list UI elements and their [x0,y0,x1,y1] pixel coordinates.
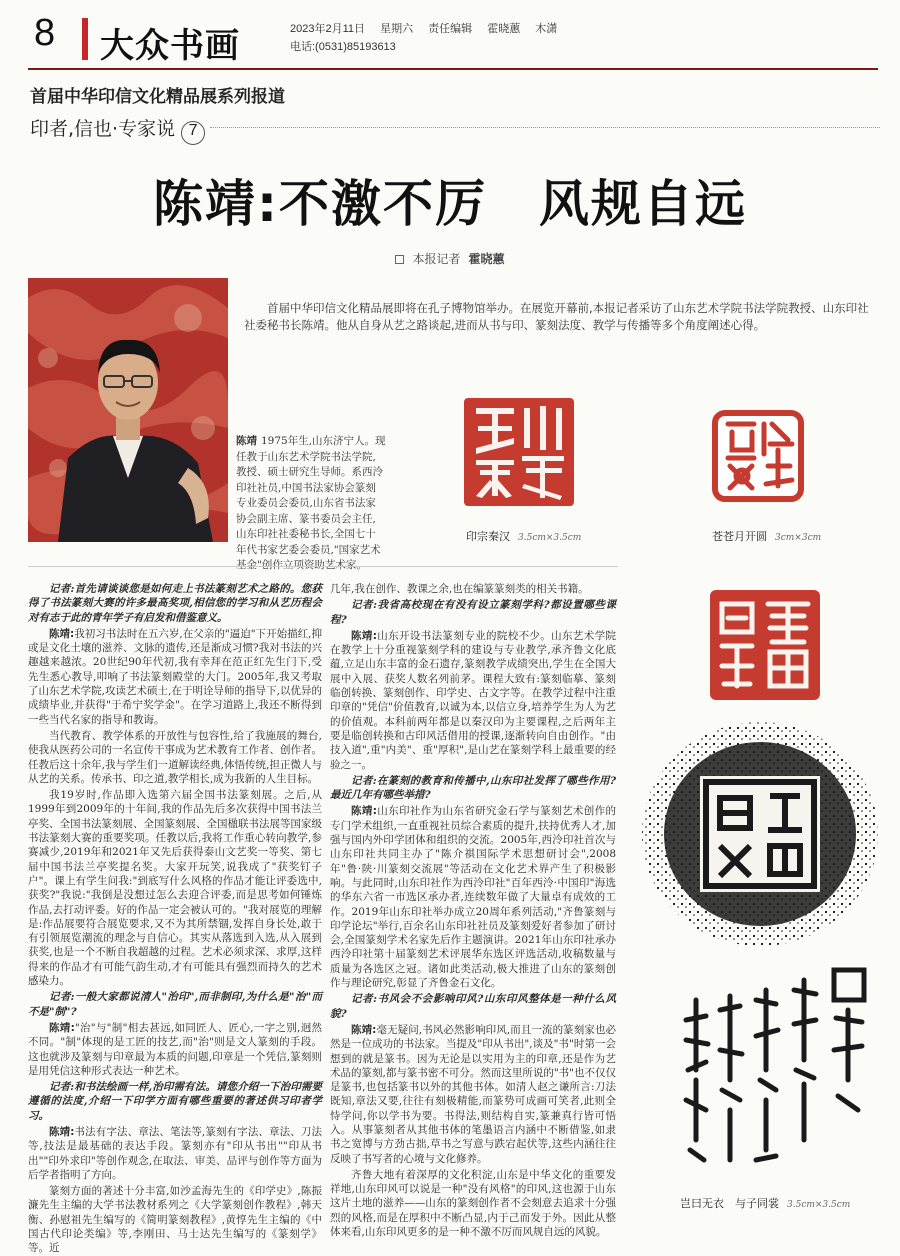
seal-red-square [708,588,822,702]
paragraph-text: 山东开设书法篆刻专业的院校不少。山东艺术学院在教学上十分重视篆刻学科的建设与专业教学,承齐鲁文化底蕴,立足山东丰富的金石遗存,篆刻教学成绩突出,学生在全国大展中入展、获奖人数名列前茅。课程大致有:篆刻临摹、篆刻临创转换、篆刻创作、印学史、古文字等。在教学过程中注重印章的"凭信"价值教育,以诚为本,以信立身,培养学生为人为艺的价值观。本科前两年都是以秦汉印为主要课程,之后两年主要是临创转换和古印风活借用的授课,逐渐转向自由创作。"由技入道",重"内美"、重"厚积",是山艺在篆刻学科上最重要的经验之一。 [330,629,617,771]
article-headline: 陈靖:不激不厉 风规自远 [153,175,747,233]
speaker-label: 陈靖: [49,1021,75,1034]
column-label: 印者,信也·专家说 [30,118,176,140]
body-paragraph [28,627,322,727]
issue-date: 2023年2月11日 [290,23,366,35]
seal-caption-2 [712,528,821,544]
paragraph-text: 我初习书法时在五六岁,在父亲的"逼迫"下开始描红,抑或是文化土壤的滋养、文脉的遗传,还是渐成习惯?我对书法的兴趣越来越浓。20世纪90年代初,我有幸拜在范正红先生门下,受先生悉心教导,叩响了书法篆刻殿堂的大门。2005年,我又考取了山东艺术学院,攻读艺术硕士,在于明诠导师的指导下,以优异的成绩毕业,并获得"于希宁奖学金"。在学习道路上,我还不断得到一些当代名家的指导和教诲。 [28,627,322,726]
seal-yinzong-qinhan [462,396,576,508]
body-column-2 [330,582,617,1239]
interview-question [28,990,322,1019]
body-rule [28,566,618,567]
paragraph-text: 毫无疑问,书风必然影响印风,而且一流的篆刻家也必然是一位成功的书法家。当提及"印从书出",谈及"书"时第一会想到的就是篆书。因为无论是以实用为主的印章,还是作为艺术品的篆刻,都与篆书密不可分。然而这里所说的"书"也不仅仅是篆书,也包括篆书以外的其他书体。如清人赵之谦所言:刀法既知,章法又要,往往有刻极精能,而篆势可成画可笑者,此则全恃学问,你以学书为要。书得法,则结构自实,篆兼真行皆可悟入。从事篆刻者从其他书体的笔墨语言内涵中不断借鉴,如隶书之宽博与方劲古拙,草书之写意与跌宕起伏等,这些内涵往往反映了书写者的心境与文化修养。 [330,1023,616,1165]
paragraph-text: 山东印社作为山东省研究金石学与篆刻艺术创作的专门学术组织,一直重视社员综合素质的提升,扶持优秀人才,加强与国内外印学团体和组织的交流。2005年,西泠印社首次与山东印社共同主办了"陈介祺国际学术思想研讨会",2008年"鲁·陕·川篆刻交流展"等活动在文化艺术界产生了积极影响。与此同时,山东印社作为西泠印社"百年西泠·中国印"海选的华东六省一市选区承办者,连续数年做了大量卓有成效的工作。2019年山东印社举办成立20周年系列活动,"齐鲁篆刻与印学论坛"举行,百余名山东印社社员及篆刻爱好者参加了研讨会,全国篆刻学术名家先后作主题演讲。2021年山东印社承办西泠印社第十届篆刻艺术评展华东选区评选活动,收稿数量与质量为各选区之冠。诸如此类活动,极大推进了山东的篆刻创作与理论研究,彰显了齐鲁金石文化。 [330,805,617,990]
paragraph-text: "治"与"制"相去甚远,如同匠人、匠心,一字之别,迥然不同。"制"体现的是工匠的技艺,而"治"则是文人篆刻的手段。这也就涉及篆刻与印章最为本质的问题,印章是一个凭信,篆刻则是用凭信这种形式表达一种艺术。 [28,1021,322,1077]
interview-question [330,992,616,1021]
paragraph-text: 篆刻方面的著述十分丰富,如沙孟海先生的《印学史》,陈振濂先生主编的大学书法教材系列之《大学篆刻创作教程》,韩天衡、孙慰祖先生编写的《简明篆刻教程》,黄惇先生主编的《中国古代印论类编》等,李刚田、马士达先生编写的《篆刻学》等。近 [28,1185,322,1255]
byline-name: 霍晓蕙 [468,252,505,266]
seal-caption-2-title: 苍苍月开圆 [712,530,767,543]
paragraph-text: 几年,我在创作、教课之余,也在编篆篆刻类的相关书籍。 [330,583,589,595]
paragraph-text: 记者:和书法绘画一样,治印需有法。请您介绍一下治印需要遵循的法度,介绍一下印学方面有哪些重要的著述供习印者学习。 [28,1081,322,1122]
body-paragraph [28,788,322,988]
speaker-label: 陈靖: [49,627,75,640]
paragraph-text: 我19岁时,作品即入选第六届全国书法篆刻展。之后,从1999年到2009年的十年间,我的作品先后多次获得中国书法兰亭奖、全国书法篆刻展、全国篆刻展、全国楹联书法展等国家级书法篆刻大赛的重要奖项。任教以后,我将工作重心转向教学,参赛减少,2019年和2021年又先后获得泰山文艺奖一等奖、第七届中国书法兰亭奖提名奖。大家开玩笑,说我成了"获奖钉子户"。课上有学生问我:"到底写什么风格的作品才能让评委选中,获奖?"我说:"我倒是没想过怎么去迎合评委,而是思考如何锤炼作品,去打动评委。好的作品一定会被认可的。"我对展览的理解是:作品展要符合展览要求,又不为其所禁锢,发挥自身长处,敢于有引领展览潮流的理念与自信心。其实从落选到入选,从入展到获奖,也是一个不断自我超越的过程。艺术必须求深、求厚,这样得来的作品才有可能气韵生动,才有可能具有强烈而持久的艺术感染力。 [28,789,322,988]
masthead-meta [290,20,569,56]
body-paragraph [330,1168,616,1239]
body-paragraph [28,1021,322,1078]
body-paragraph [330,629,616,772]
speaker-label: 陈靖: [351,805,377,818]
portrait-photo [28,278,228,542]
byline-label: 本报记者 [412,252,461,266]
body-paragraph [330,582,616,596]
body-paragraph [28,1184,322,1255]
author-bio [236,434,386,574]
masthead-rule [28,68,878,70]
article-intro: 首届中华印信文化精品展即将在孔子博物馆举办。在展览开幕前,本报记者采访了山东艺术学院书法学院教授、山东印社社委秘书长陈靖。他从自身从艺之路谈起,进而从书与印、篆刻法度、教学与传播等多个角度阐述心得。 [244,301,869,332]
speaker-label: 陈靖: [351,1023,377,1036]
editor-name: 霍晓蕙 [487,23,521,35]
column-number: 7 [181,121,205,145]
seal-caption-3-size: 3.5cm×3.5cm [787,1200,851,1210]
paragraph-text: 记者:一般大家都说清人"治印",而非制印,为什么是"治"而不是"制"? [28,991,322,1018]
designer-name: 木潇 [535,23,558,35]
interview-question [28,1080,322,1123]
paragraph-text: 记者:我省高校现在有没有设立篆刻学科?都设置哪些课程? [330,599,616,626]
body-paragraph [330,1023,616,1166]
paragraph-text: 记者:首先请谈谈您是如何走上书法篆刻艺术之路的。您获得了书法篆刻大赛的许多最高奖项,相信您的学习和从艺历程会对有志于此的青年学子有启发和借鉴意义。 [28,583,322,624]
seal-caption-3-title: 岂曰无衣 与子同裳 [680,1197,779,1210]
paragraph-text: 记者:书风会不会影响印风?山东印风整体是一种什么风貌? [330,993,616,1020]
seal-cangcang-yuekaiyuan [712,410,804,502]
interview-question [330,774,616,803]
editor-label: 责任编辑 [428,23,473,35]
body-paragraph [28,1125,322,1182]
seal-caption-1-title: 印宗秦汉 [466,530,510,543]
masthead-divider [82,18,88,60]
seal-caption-2-size: 3cm×3cm [775,533,822,543]
contact-phone: 电话:(0531)85193613 [290,41,396,53]
column-title [30,114,205,145]
body-column-1 [28,582,323,1255]
paragraph-text: 当代教育、教学体系的开放性与包容性,给了我施展的舞台,使我从医药公司的一名宣传干事成为艺术教育工作者、创作者。任教后这十余年,我与学生们一道解读经典,体悟传统,担正微人与从艺的关系。传承书、印之道,教学相长,成为我新的人生目标。 [28,729,322,785]
paper-name: 大众书画 [100,26,240,66]
interview-question [330,598,616,627]
interview-question [28,582,322,625]
byline [0,250,900,267]
bio-text: 1975年生,山东济宁人。现任教于山东艺术学院书法学院,教授、硕士研究生导师。系西泠印社社员,中国书法家协会篆刻专业委员会委员,山东省书法家协会副主席、篆书委员会主任,山东印社社委秘书长,全国七十年代书家艺委会委员,"国家艺术基金"创作立项资助艺术家。 [236,435,386,571]
seal-rubbing-large [640,718,880,950]
paragraph-text: 书法有字法、章法、笔法等,篆刻有字法、章法、刀法等,技法是最基础的表达手段。篆刻亦有"印从书出""印从书出""印外求印"等创作观念,在取法、审美、品评与创作等方面为后学者指明了方向。 [28,1125,323,1181]
bio-name: 陈靖 [236,435,257,447]
paragraph-text: 齐鲁大地有着深厚的文化积淀,山东是中华文化的重要发祥地,山东印风可以说是一种"没有风格"的印风,这也源于山东这片土地的滋养——山东的篆刻创作者不会刻意去追求十分强烈的风格,而是在厚积中不断凸显,内于己而发于外。因此从整体来看,山东印风更多的是一种不激不厉而风规自远的风貌。 [330,1168,616,1239]
column-rule [210,127,880,128]
seal-caption-1 [466,528,581,544]
seal-calligraphy [676,960,876,1192]
speaker-label: 陈靖: [49,1125,75,1138]
masthead [28,12,878,64]
byline-box-icon [395,255,404,264]
seal-caption-1-size: 3.5cm×3.5cm [518,533,582,543]
series-title: 首届中华印信文化精品展系列报道 [30,87,285,107]
speaker-label: 陈靖: [351,629,377,642]
paragraph-text: 记者:在篆刻的教育和传播中,山东印社发挥了哪些作用?最近几年有哪些举措? [330,774,616,802]
page-number: 8 [34,12,56,54]
issue-weekday: 星期六 [380,23,414,35]
body-paragraph [330,804,616,990]
seal-caption-3 [680,1195,850,1211]
body-paragraph [28,729,322,786]
